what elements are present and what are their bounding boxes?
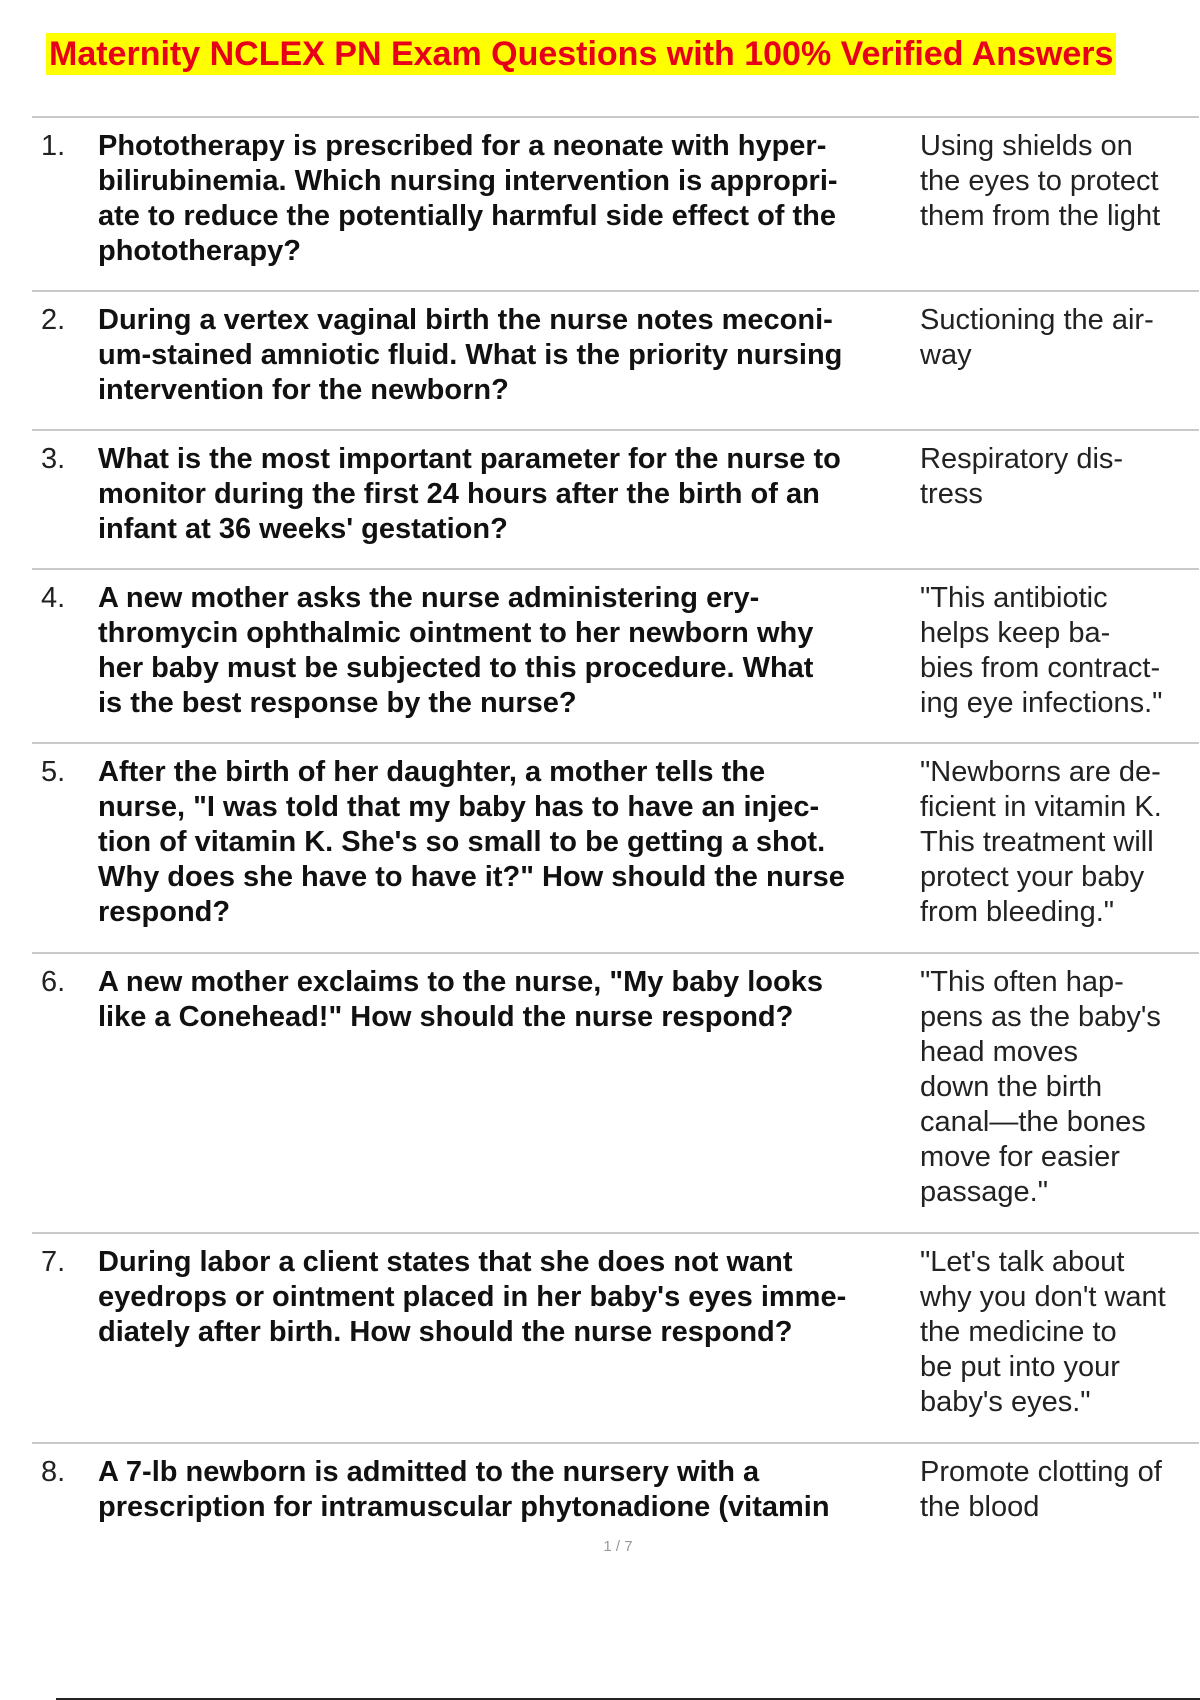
- question-number: 2.: [41, 304, 66, 336]
- question-number: 4.: [41, 582, 66, 614]
- answer-text: "This antibiotic helps keep ba- bies from contract- ing eye infections.": [920, 582, 1163, 719]
- question-number: 8.: [41, 1456, 66, 1488]
- qa-row: [32, 742, 1199, 952]
- answer-text: Suctioning the air- way: [920, 304, 1154, 371]
- qa-row: [32, 116, 1199, 290]
- answer-text: "Newborns are de- ficient in vitamin K. This treatment will protect your baby from bleeding.": [920, 756, 1162, 928]
- question-text: A new mother asks the nurse administering ery- thromycin ophthalmic ointment to her newborn why her baby must be subjected to this procedure. What is the best response by the nurse?: [98, 582, 814, 719]
- question-number: 7.: [41, 1246, 66, 1278]
- qa-table: [32, 116, 1199, 1542]
- title-wrapper: [46, 33, 1116, 75]
- qa-row: [32, 429, 1199, 568]
- answer-text: Using shields on the eyes to protect them from the light: [920, 130, 1161, 232]
- question-text: A 7-lb newborn is admitted to the nursery with a prescription for intramuscular phytonadione (vitamin: [98, 1456, 830, 1523]
- document-title: Maternity NCLEX PN Exam Questions with 100% Verified Answers: [46, 33, 1116, 75]
- page-number: 1 / 7: [603, 1538, 633, 1555]
- question-text: After the birth of her daughter, a mother tells the nurse, "I was told that my baby has to have an injec- tion of vitamin K. She's so small to be getting a shot. Why does she have to have it?" How should the nurse respond?: [98, 756, 845, 928]
- question-text: During a vertex vaginal birth the nurse notes meconi- um-stained amniotic fluid. What is the priority nursing intervention for the newborn?: [98, 304, 843, 406]
- question-number: 5.: [41, 756, 66, 788]
- answer-text: "Let's talk about why you don't want the medicine to be put into your baby's eyes.": [920, 1246, 1166, 1418]
- question-text: During labor a client states that she does not want eyedrops or ointment placed in her baby's eyes imme- diately after birth. How should the nurse respond?: [98, 1246, 847, 1348]
- answer-text: Respiratory dis- tress: [920, 443, 1124, 510]
- question-number: 1.: [41, 130, 66, 162]
- qa-row: [32, 290, 1199, 429]
- qa-row: [32, 952, 1199, 1232]
- question-number: 3.: [41, 443, 66, 475]
- qa-row: [32, 1442, 1199, 1542]
- qa-row: [32, 568, 1199, 742]
- qa-row: [32, 1232, 1199, 1442]
- question-text: A new mother exclaims to the nurse, "My baby looks like a Conehead!" How should the nurse respond?: [98, 966, 823, 1033]
- answer-text: "This often hap- pens as the baby's head moves down the birth canal—the bones move for easier passage.": [920, 966, 1161, 1208]
- question-number: 6.: [41, 966, 66, 998]
- answer-text: Promote clotting of the blood: [920, 1456, 1162, 1523]
- question-text: What is the most important parameter for the nurse to monitor during the first 24 hours after the birth of an infant at 36 weeks' gestation?: [98, 443, 841, 545]
- question-text: Phototherapy is prescribed for a neonate with hyper- bilirubinemia. Which nursing intervention is appropri- ate to reduce the potentially harmful side effect of the phototherapy?: [98, 130, 838, 267]
